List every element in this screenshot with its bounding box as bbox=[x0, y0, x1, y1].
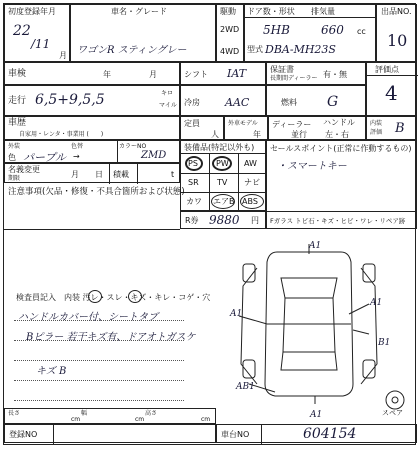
equipment-leather: カワ bbox=[186, 197, 202, 206]
name-change-sub: 期限 bbox=[8, 175, 21, 182]
shift-label: シフト bbox=[184, 70, 208, 79]
equipment-ps-circle bbox=[185, 156, 203, 171]
drive-2wd: 2WD bbox=[220, 25, 240, 34]
mileage-label: 走行 bbox=[8, 96, 27, 106]
color-no-label: カラーNO bbox=[119, 143, 147, 150]
inspection-year-label: 年 bbox=[103, 70, 111, 79]
ac-value: AAC bbox=[225, 96, 250, 109]
notes-title: 注意事項(欠品・修復・不具合箇所および状態) bbox=[8, 187, 185, 197]
handle-dealer-label: ディーラー bbox=[272, 120, 312, 129]
recycle-fee-unit: 円 bbox=[251, 216, 259, 225]
sales-point-value: ・スマートキー bbox=[277, 161, 347, 172]
equipment-abs: ABS bbox=[242, 197, 258, 206]
ac-label: 冷房 bbox=[184, 98, 200, 107]
spare-tire-hub bbox=[392, 397, 398, 403]
equipment-airbag: エアB bbox=[213, 197, 235, 206]
length-label: 長さ bbox=[8, 410, 21, 417]
inspection-label: 車検 bbox=[8, 69, 27, 79]
recycle-fee-cell bbox=[180, 211, 266, 229]
model-label: 型式 bbox=[247, 45, 263, 54]
loading-ton: t bbox=[171, 170, 175, 179]
first-registration-year: 22 bbox=[13, 23, 31, 39]
color-cell bbox=[4, 140, 180, 163]
damage-mark-rear: A1 bbox=[310, 410, 323, 420]
chassis-number-value: 604154 bbox=[303, 426, 357, 442]
lot-number-label: 出品NO. bbox=[381, 7, 412, 16]
first-registration-label: 初度登録年月 bbox=[8, 7, 56, 16]
registration-number-label: 登録NO bbox=[9, 430, 38, 439]
cc-unit: cc bbox=[357, 27, 366, 36]
drive-cell bbox=[216, 4, 244, 62]
exterior-label: 外装 bbox=[8, 143, 21, 150]
chassis-number-cell bbox=[216, 424, 417, 443]
recycle-fee-label: R券 bbox=[185, 216, 199, 225]
model-value: DBA-MH23S bbox=[265, 43, 336, 56]
equipment-aw: AW bbox=[244, 159, 257, 168]
first-registration-month-suffix: 月 bbox=[59, 51, 67, 60]
handle-options: 左・右 bbox=[325, 130, 349, 139]
fuel-label: 燃料 bbox=[281, 98, 297, 107]
lot-number-cell bbox=[376, 4, 417, 62]
color-value: パープル bbox=[23, 151, 67, 164]
equipment-pw: PW bbox=[216, 159, 229, 168]
ext-model-year: 年 bbox=[253, 130, 261, 139]
history-cell bbox=[4, 116, 180, 140]
score-value: 4 bbox=[385, 81, 398, 105]
inspector-categories: 内装 汚レ・スレ・キズ・キレ・コゲ・穴 bbox=[64, 293, 211, 302]
color-no-value: ZMD bbox=[141, 150, 167, 161]
capacity-unit: 人 bbox=[211, 130, 219, 139]
first-registration-cell bbox=[4, 4, 70, 62]
handle-label: ハンドル bbox=[323, 118, 355, 127]
score-label: 評価点 bbox=[375, 65, 399, 74]
mileage-cell bbox=[4, 85, 180, 116]
chassis-number-label: 車台NO bbox=[221, 430, 250, 439]
name-change-day: 日 bbox=[95, 170, 103, 179]
height-unit: cm bbox=[201, 416, 211, 423]
car-windshield bbox=[281, 278, 337, 298]
ac-cell bbox=[180, 85, 266, 116]
color-change-label: 色替 bbox=[71, 143, 84, 150]
spec-cell bbox=[244, 4, 376, 62]
color-arrow: → bbox=[73, 152, 80, 161]
equipment-grid bbox=[180, 153, 266, 211]
dimensions-row bbox=[4, 408, 216, 424]
equipment-label: 装備品(特記以外も) bbox=[184, 143, 255, 152]
interior-label2: 評価 bbox=[370, 129, 383, 136]
car-name-cell bbox=[70, 4, 216, 62]
glass-legend-cell bbox=[266, 211, 417, 229]
inspection-month-label: 月 bbox=[149, 70, 157, 79]
damage-mark-right-rear: B1 bbox=[378, 338, 391, 348]
inspector-note-1: ハンドルカバー付、シートタブ bbox=[18, 312, 158, 323]
inspection-cell bbox=[4, 62, 180, 85]
equipment-pw-circle bbox=[212, 156, 232, 171]
warranty-cell bbox=[266, 62, 366, 85]
doors-label: ドア数・形状 bbox=[247, 7, 295, 16]
glass-legend: Fガラス トビ石・キズ・ヒビ・ワレ・リペア跡 bbox=[270, 217, 406, 225]
damage-mark-left-rear: AB1 bbox=[236, 382, 255, 392]
recycle-fee-value: 9880 bbox=[209, 213, 240, 227]
handle-parallel-label: 並行 bbox=[291, 130, 307, 139]
displacement-label: 排気量 bbox=[311, 7, 335, 16]
warranty-sub: 長期間ディーラー bbox=[270, 75, 318, 82]
damage-mark-right: A1 bbox=[370, 298, 383, 308]
interior-score-cell bbox=[366, 116, 417, 140]
loading-label: 積載 bbox=[113, 170, 129, 179]
interior-label: 内装 bbox=[370, 120, 383, 127]
fuel-value: G bbox=[327, 94, 339, 110]
width-label: 幅 bbox=[81, 410, 88, 417]
color-label: 色 bbox=[8, 153, 16, 162]
car-name-value: ワゴンR スティングレー bbox=[77, 45, 187, 56]
history-label: 車歴 bbox=[8, 118, 27, 128]
equipment-navi: ナビ bbox=[244, 178, 260, 187]
first-registration-month: /11 bbox=[31, 37, 51, 51]
inspector-note-3: キズ B bbox=[36, 366, 67, 377]
inspector-circle-scratch bbox=[128, 290, 142, 303]
inspector-note-2: Bピラー 若干キズ有、ドアオトガスケ bbox=[26, 332, 196, 343]
doors-value: 5HB bbox=[263, 23, 290, 37]
lot-number-value: 10 bbox=[387, 31, 408, 50]
name-change-month: 月 bbox=[71, 170, 79, 179]
spare-tire bbox=[386, 391, 404, 409]
sales-point-cell bbox=[266, 140, 417, 211]
mileage-value: 6,5+9,5,5 bbox=[35, 92, 105, 108]
car-name-label: 車名・グレード bbox=[111, 7, 167, 16]
drive-4wd: 4WD bbox=[220, 47, 240, 56]
damage-mark-left: A1 bbox=[230, 309, 243, 319]
shift-value: IAT bbox=[227, 67, 247, 80]
length-unit: cm bbox=[71, 416, 81, 423]
spare-tire-label: スペア bbox=[382, 409, 403, 417]
damage-mark-front: A1 bbox=[309, 241, 322, 251]
handle-cell bbox=[268, 116, 366, 140]
km-unit: キロ bbox=[161, 90, 174, 97]
name-change-cell bbox=[4, 163, 180, 183]
mile-unit: マイル bbox=[159, 102, 177, 109]
registration-number-cell bbox=[4, 424, 216, 443]
equipment-sr: SR bbox=[188, 178, 199, 187]
warranty-label: 保証書 bbox=[270, 65, 294, 74]
inspector-circle-dirt bbox=[88, 290, 102, 303]
equipment-ps: PS bbox=[188, 159, 198, 168]
displacement-value: 660 bbox=[321, 23, 344, 37]
sales-point-label: セールスポイント(正常に作動するもの) bbox=[270, 144, 412, 153]
inspector-label: 検査員記入 bbox=[16, 293, 56, 302]
fuel-cell bbox=[266, 85, 366, 116]
equipment-abs-circle bbox=[240, 194, 264, 209]
height-label: 高さ bbox=[145, 410, 158, 417]
score-cell bbox=[366, 62, 417, 116]
ext-model-cell bbox=[224, 116, 268, 140]
history-sub: 自家用・レンタ・事業用 ( ) bbox=[19, 131, 104, 138]
capacity-label: 定員 bbox=[184, 119, 200, 128]
interior-score-value: B bbox=[395, 121, 405, 136]
equipment-header-cell bbox=[180, 140, 266, 153]
equipment-airbag-circle bbox=[211, 194, 235, 209]
auction-inspection-sheet bbox=[3, 3, 416, 445]
car-rear-window bbox=[281, 352, 337, 370]
equipment-tv: TV bbox=[217, 178, 228, 187]
width-unit: cm bbox=[135, 416, 145, 423]
capacity-cell bbox=[180, 116, 224, 140]
car-roof-outline bbox=[283, 298, 335, 352]
shift-cell bbox=[180, 62, 266, 85]
name-change-label: 名義変更 bbox=[8, 165, 40, 174]
warranty-options: 有・無 bbox=[323, 70, 347, 79]
drive-label: 駆動 bbox=[220, 7, 236, 16]
ext-model-label: 外車モデル bbox=[228, 120, 258, 127]
